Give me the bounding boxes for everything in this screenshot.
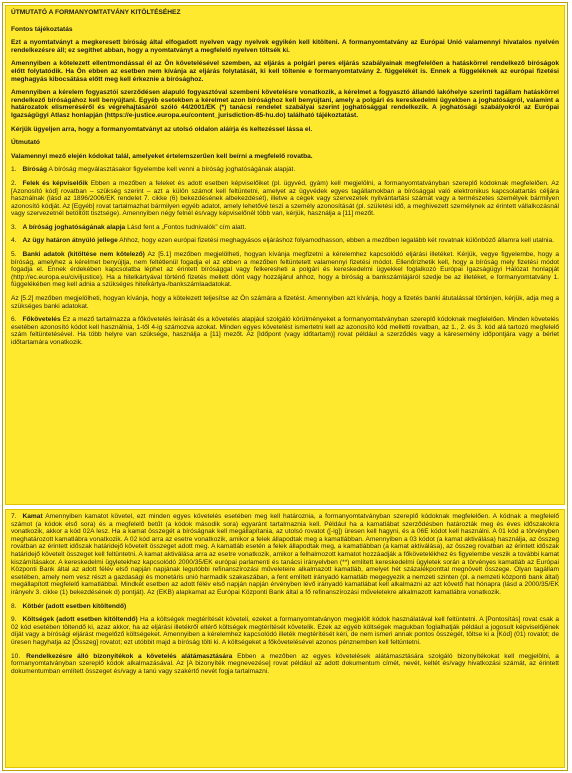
item-label: Bíróság xyxy=(22,166,48,174)
item-label: Főkövetelés xyxy=(22,316,61,324)
item-label: Felek és képviselőik xyxy=(22,179,88,187)
item-number: 1. xyxy=(11,166,17,174)
item-text: Ahhoz, hogy ezen európai fizetési meghagyásos eljáráshoz folyamodhasson, ebben a mezőben legalább két rovatnak különböző államra kell utalnia. xyxy=(119,237,554,245)
instructions-section-bottom xyxy=(5,509,565,768)
guide-item-penalty xyxy=(11,603,559,611)
guide-item-evidence xyxy=(11,653,559,676)
guide-item-bank-details-cont xyxy=(11,295,559,310)
item-text: Az [5.2] mezőben megjelölheti, hogyan kívánja, hogy a kötelezett teljesítse az Ön számára a fizetést. Amennyiben azt kívánja, hogy a fizetés banki átutalással történjen, kérjük, adja meg a szükséges banki adatokat. xyxy=(11,295,559,310)
item-label: Költségek (adott esetben kitöltendő) xyxy=(22,616,138,624)
guide-item-principal-claim xyxy=(11,316,559,346)
info-paragraph: Kérjük ügyeljen arra, hogy a formanyomtatványt az utolsó oldalon aláírja és keltezéssel lássa el. xyxy=(11,125,313,133)
item-label: Az ügy határon átnyúló jellege xyxy=(22,237,118,245)
document-page xyxy=(2,2,568,771)
item-text: A bíróság megválasztásakor figyelembe kell venni a bíróság joghatóságának alapját. xyxy=(48,166,296,174)
info-paragraph: Ezt a nyomtatványt a megkeresett bíróság által elfogadott nyelven vagy nyelvek egyikén kell kitölteni. A formanyomtatvány az Európai Unió valamennyi hivatalos nyelvén rendelkezésre áll; ez segíthet abban, hogy a nyomtatványt a megfelelő nyelven töltsék ki. xyxy=(11,39,559,54)
document-title: ÚTMUTATÓ A FORMANYOMTATVÁNY KITÖLTÉSÉHEZ xyxy=(11,9,181,16)
guide-item-parties xyxy=(11,180,559,218)
guide-heading: Útmutató xyxy=(11,139,40,147)
guide-item-court xyxy=(11,166,559,174)
item-number: 8. xyxy=(11,602,17,610)
item-number: 3. xyxy=(11,223,17,231)
guide-item-cross-border xyxy=(11,237,559,245)
guide-item-bank-details xyxy=(11,251,559,289)
item-label: Kötbér (adott esetben kitöltendő) xyxy=(22,602,127,610)
info-paragraph: Amennyiben a kérelem fogyasztói szerződésen alapuló fogyasztóval szembeni követelésre vonatkozik, a kérelmet a fogyasztó állandó lakóhelye szerinti tagállam hatáskörrel rendelkező bíróságához kell benyújtani. Egyéb esetekben a kérelmet azon bírósághoz kell benyújtani, amely a polgári és kereskedelmi ügyekben a joghatóságról, valamint a határozatok elismeréséről és végrehajtásáról szóló 44/2001/EK (*) tanácsi rendelet szabályai szerint joghatósággal rendelkezik. A joghatósági szabályokról az Európai Igazságügyi Atlasz honlapján (https://e-justice.europa.eu/content_jurisdiction-85-hu.do) található tájékoztatást. xyxy=(11,89,559,119)
info-heading: Fontos tájékoztatás xyxy=(11,25,73,33)
guide-item-costs xyxy=(11,616,559,646)
item-text: Amennyiben kamatot követel, ezt minden egyes követelés esetében meg kell határoznia, a formanyomtatványban szereplő kódoknak megfelelően. A kódnak a megfelelő számot (a kódok első sora) és a megfelelő betűt (a kódok második sora) egyaránt tartalmaznia kell. Például ha a kamatlábat szerződésben határozták meg és éves időszakokra vonatkozik, akkor a kód 02A lesz. Ha a kamat összegét a bíróságnak kell megállapítania, az utolsó rovatot ([-ig]) üresen kell hagyni, és a 06E kódot kell használni. A 01 kód a törvényben meghatározott kamatlábra vonatkozik. A 02 kód arra az esetre vonatkozik, amikor a felek állapodtak meg a kamatlábban. Amennyiben a 03 kódot (a kamat aktiválása) használja, az összeg rovatban az érintett időszak határidejő követelt összeget adott meg. A kamatláb esetén a felek állapodtak meg, a kamatlábban (a kamat aktiválása), az összeg rovatban az érintett időszak határidejő követelt összeget kell feltüntetni. A kamat aktiválása arra az esetre vonatkozik, amikor a felhalmozott kamatot hozzáadják a főkövetelékhez és figyelembe veszik a további kamat kiszámításakor. A kereskedelmi ügyletekhez kapcsolódó 2000/35/EK európai parlamenti és tanácsi irányelvben (**) említett kereskedelmi ügyletek során a törvényes kamatláb az Európai Központi Bank által az adott félév első napján napjának legutóbbi refinanszírozási műveleteire alkalmazott kamatláb, amelyet hét százalékponttal megnövelt összege. Olyan tagállam esetében, amely nem vesz részt a gazdasági és monetáris unió harmadik szakaszában, a fent említett irányadó kamatláb megegyezik a nemzeti szinten (pl. a nemzeti központi bank által) megállapított megfelelő kamatlábbal. Mindkét esetben az adott félév első napján napján érvényben lévő irányadó kamatlábat kell alkalmazni az azt követő hat hónapra (lásd a 2000/35/EK irányelv 3. cikke (1) bekezdésének d) pontját). Az (EKB) alapkamat az Európai Központi Bank által a fő refinanszírozási műveletekre alkalmazott kamatlábra vonatkozik. xyxy=(11,513,559,596)
info-paragraph: Amennyiben a kötelezett ellentmondással él az Ön követelésével szemben, az eljárás a polgári peres eljárás szabályainak megfelelően a hatáskörrel rendelkező bíróságok előtt folytatódik. Ha Ön ebben az esetben nem kívánja az eljárás folytatását, ki kell töltenie e formanyomtatvány 2. függelékét is. Ennek a függeléknek az európai fizetési meghagyás kibocsátása előtt meg kell érkeznie a bírósághoz. xyxy=(11,60,559,83)
item-text: Ebben a mezőben az egyes követelések alátámasztására szolgáló bizonyítékokat kell megjelölni, a formanyomtatványban szereplő kódok alkalmazásával. Az [A bizonyíték megnevezése] rovat például az adott dokumentum címét, nevét, keltét és/vagy hivatkozási számát, az érintett dokumentumban említett összeget és/vagy a tanú vagy szakértő nevét fogja tartalmazni. xyxy=(11,652,559,675)
item-label: A bíróság joghatóságának alapja xyxy=(22,223,126,231)
item-label: Banki adatok (kitöltése nem kötelező) xyxy=(22,251,145,259)
item-number: 6. xyxy=(11,316,17,324)
item-number: 7. xyxy=(11,513,17,520)
item-label: Rendelkezésre álló bizonyítékok a követelés alátámasztására xyxy=(26,652,233,660)
item-text: Ez a mező tartalmazza a főkövetelés leírását és a követelés alapjául szolgáló körülményeket a formanyomtatványban szereplő kódoknak megfelelően. Minden követelés esetében azonosító kódot kell használnia, 1-től 4-ig számozva azokat. Minden egyes követelést ismertetni kell az azonosító kód melletti rovatban, az 1., 2. és 3. kód alá tartozó megfelelő szám feltüntetésével. Ha több helyre van szüksége, használja a [11] mezőt. Az [Időpont (vagy időtartam)] rovat például a szerződés vagy a káresemény időpontjára vagy a bérlet időtartamára vonatkozik. xyxy=(11,316,559,346)
item-number: 4. xyxy=(11,237,17,245)
item-text: Az [5.1] mezőben megjelölheti, hogyan kívánja megfizetni a kérelemhez kapcsolódó eljárási illetéket. Kérjük, vegye figyelembe, hogy a bíróság, amelyhez a kérelmet benyújtja, nem feltétlenül fogadja el az ebben a mezőben feltüntetett valamennyi fizetési módot. Ellenőrizhetik kell, hogy a bíróság mely fizetési módot fogadja el. Ennek érdekében kapcsolatba léphet az érintett bírósággal vagy felkeresheti a polgári és kereskedelmi ügyekkel foglalkozó Európai Igazságügyi Hálózat honlapját (http://ec.europa.eu/civiljustice). Ha a hitelkártyával történő fizetés mellett dönt vagy hozzájárul ahhoz, hogy a bíróság a bankszámlájáról szedje be az illetéket, e formanyomtatvány 1. függelékében meg kell adnia a szükséges hitelkártya-/bankszámlaadatokat. xyxy=(11,251,559,289)
item-text: Ebben a mezőben a feleket és adott esetben képviselőiket (pl. ügyvéd, gyám) kell megjelölni, a formanyomtatványban szereplő kódoknak megfelelően. Az [Azonosító kód] rovatban – szükség szerint – azt a külön számot kell feltüntetni, amelyet az ügyvédek egyes tagállamokban a bírósággal való elektronikus kapcsolattartás céljára használnak (lásd az 1896/2006/EK rendelet 7. cikke (6) bekezdésének albekezdését), illetve a cégek vagy szervezetek nyilvántartási számát vagy a természetes személyek bármilyen azonosító kódját. Az [Egyéb] rovat tartalmazhat bármilyen egyéb adatot, amely lehetővé teszi a személy azonosítását (pl. születési idő, a meghivezett személynek az érintett vállalkozásnál vagy szervezetnél betöltött tisztsége). Amennyiben négy felnél és/vagy képviselőnél több van, kérjük, használja a [11] mezőt. xyxy=(11,179,559,218)
item-label: Kamat xyxy=(22,513,43,520)
item-number: 10. xyxy=(11,652,21,660)
guide-item-jurisdiction xyxy=(11,224,559,232)
item-number: 2. xyxy=(11,179,17,187)
instructions-section-top xyxy=(5,5,565,505)
guide-item-interest xyxy=(11,513,559,597)
guide-intro: Valamennyi mező elején kódokat talál, amelyeket értelemszerűen kell beírni a megfelelő rovatba. xyxy=(11,152,313,160)
item-number: 5. xyxy=(11,251,17,259)
item-number: 9. xyxy=(11,616,17,624)
item-text: Lásd fent a „Fontos tudnivalók” cím alatt. xyxy=(127,223,247,231)
item-text: Ha a költségek megtérítését követeli, ezeket a formanyomtatványon megjelölt kódok használatával kell feltüntetni. A [Pontosítás] rovat csak a 02 kód esetében töltendő ki, azaz akkor, ha az eljárási illetékről eltérő költségek megtérítését követelik. Ezek az egyéb költségek magukban foglalhatják például a jogosult képviselőjének díját vagy a bírósági eljárást megelőző költségeket. Amennyiben a kérelemhez kapcsolódó illeték megtérítését kéri, de nem ismeri annak pontos összegét, töltse ki a [Kód] (01) rovatot; de üresen hagyhatja az [Összeg] rovatot; ezt utóbbit majd a bíróság tölti ki. A költségeket a főkövetelésével azonos pénznemben kell feltüntetni. xyxy=(11,616,560,646)
